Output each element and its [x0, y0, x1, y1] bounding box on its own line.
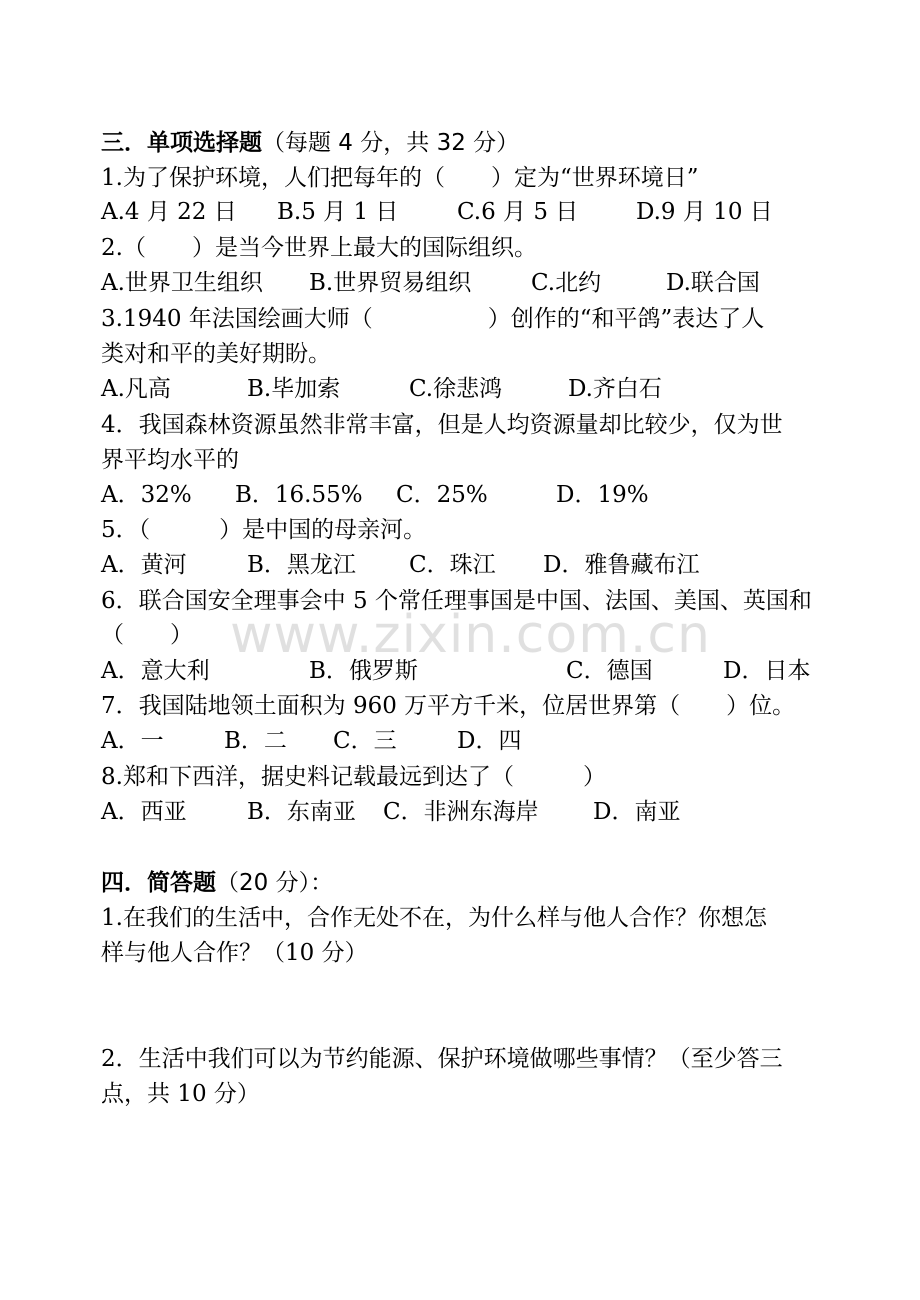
option-d: D．19%	[556, 482, 649, 508]
short-answer-2-line-1: 2．生活中我们可以为节约能源、保护环境做哪些事情？（至少答三	[101, 1046, 783, 1072]
option-c: C.6 月 5 日	[457, 199, 579, 225]
option-c: C．德国	[566, 658, 653, 684]
question-7-text: 7．我国陆地领土面积为 960 万平方千米，位居世界第（ ）位。	[101, 693, 796, 719]
option-c: C．珠江	[409, 552, 496, 578]
option-b: B．二	[224, 728, 287, 754]
section-3-heading	[101, 129, 519, 157]
section-3-title: 三．单项选择题	[101, 130, 262, 156]
short-answer-1-line-1: 1.在我们的生活中，合作无处不在，为什么样与他人合作？你想怎	[101, 905, 767, 931]
question-4-text-line-2: 界平均水平的	[101, 447, 239, 473]
option-a: A.世界卫生组织	[101, 270, 263, 296]
option-d: D．雅鲁藏布江	[543, 552, 700, 578]
option-d: D．日本	[723, 658, 811, 684]
question-6-text-line-1: 6．联合国安全理事会中 5 个常任理事国是中国、法国、美国、英国和	[101, 588, 812, 614]
option-d: D.联合国	[666, 270, 760, 296]
option-a: A．32%	[101, 482, 192, 508]
short-answer-2-line-2: 点，共 10 分）	[101, 1081, 260, 1107]
option-d: D．南亚	[593, 799, 681, 825]
question-6-text-line-2: （ ）	[101, 622, 193, 648]
option-b: B.5 月 1 日	[277, 199, 399, 225]
option-b: B．16.55%	[235, 482, 363, 508]
question-1-text: 1.为了保护环境，人们把每年的（ ）定为“世界环境日”	[101, 165, 699, 191]
option-a: A．一	[101, 728, 164, 754]
question-3-text-line-1: 3.1940 年法国绘画大师（ ）创作的“和平鸽”表达了人	[101, 306, 765, 332]
option-b: B.毕加索	[247, 376, 341, 402]
option-c: C．非洲东海岸	[383, 799, 539, 825]
option-d: D.9 月 10 日	[636, 199, 773, 225]
option-c: C．三	[333, 728, 397, 754]
option-a: A．意大利	[101, 658, 210, 684]
site-watermark: www.zixin.com.cn	[230, 605, 711, 665]
option-c: C.徐悲鸿	[409, 376, 503, 402]
option-d: D．四	[457, 728, 522, 754]
option-b: B．俄罗斯	[309, 658, 418, 684]
question-4-text-line-1: 4．我国森林资源虽然非常丰富，但是人均资源量却比较少，仅为世	[101, 412, 783, 438]
option-d: D.齐白石	[568, 376, 662, 402]
option-b: B．黑龙江	[247, 552, 356, 578]
section-4-heading	[101, 869, 333, 897]
option-a: A.凡高	[101, 376, 171, 402]
option-c: C.北约	[531, 270, 602, 296]
option-a: A.4 月 22 日	[101, 199, 237, 225]
option-b: B.世界贸易组织	[309, 270, 472, 296]
question-5-text: 5．（ ）是中国的母亲河。	[101, 517, 427, 543]
section-3-scoring-note: （每题 4 分，共 32 分）	[262, 130, 520, 156]
section-4-title: 四．简答题	[101, 870, 216, 896]
question-3-text-line-2: 类对和平的美好期盼。	[101, 341, 331, 367]
question-2-text: 2.（ ）是当今世界上最大的国际组织。	[101, 235, 537, 261]
option-a: A．黄河	[101, 552, 187, 578]
option-c: C．25%	[396, 482, 488, 508]
short-answer-1-line-2: 样与他人合作？（10 分）	[101, 940, 368, 966]
question-8-text: 8.郑和下西洋，据史料记载最远到达了（ ）	[101, 764, 606, 790]
section-4-scoring-note: （20 分）：	[216, 870, 334, 896]
option-b: B．东南亚	[247, 799, 356, 825]
option-a: A．西亚	[101, 799, 187, 825]
